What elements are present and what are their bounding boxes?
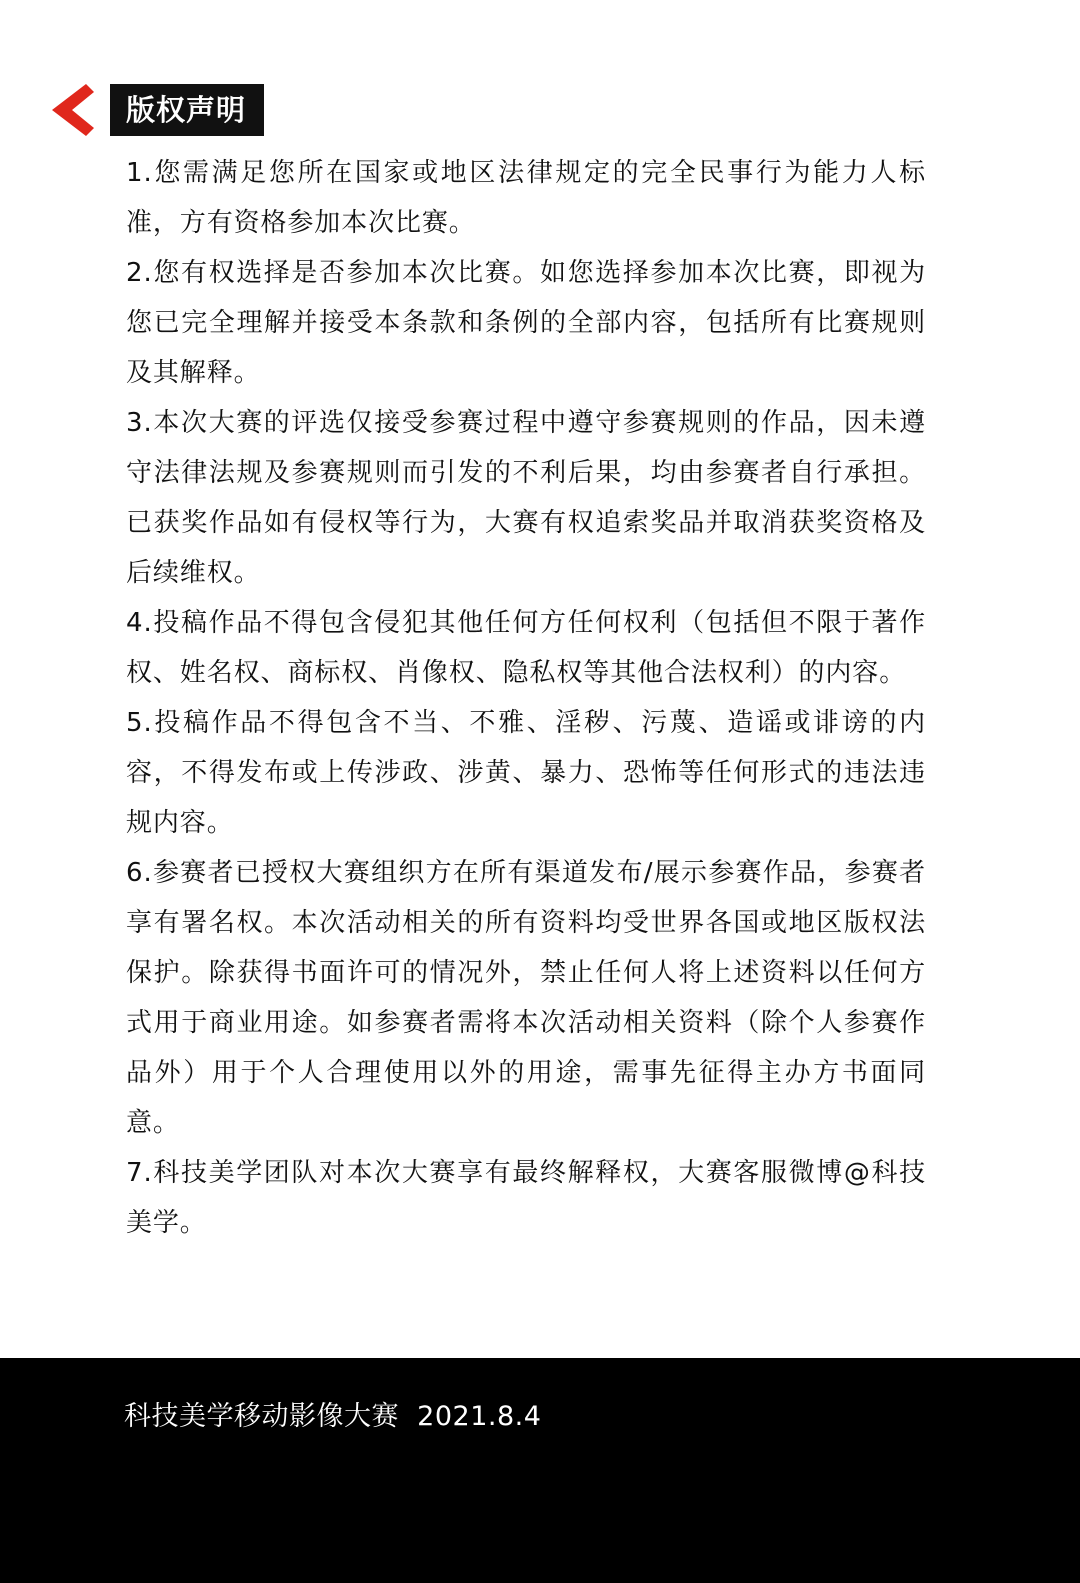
clause-list: [126, 148, 926, 1248]
clause-2: 2.您有权选择是否参加本次比赛。如您选择参加本次比赛，即视为您已完全理解并接受本条款和条例的全部内容，包括所有比赛规则及其解释。: [126, 258, 926, 388]
chevron-left-icon[interactable]: [50, 82, 94, 138]
header: [50, 82, 264, 138]
clause-3: 3.本次大赛的评选仅接受参赛过程中遵守参赛规则的作品，因未遵守法律法规及参赛规则而引发的不利后果，均由参赛者自行承担。已获奖作品如有侵权等行为，大赛有权追索奖品并取消获奖资格及后续维权。: [126, 408, 926, 588]
clause-6: 6.参赛者已授权大赛组织方在所有渠道发布/展示参赛作品，参赛者享有署名权。本次活动相关的所有资料均受世界各国或地区版权法保护。除获得书面许可的情况外，禁止任何人将上述资料以任何方式用于商业用途。如参赛者需将本次活动相关资料（除个人参赛作品外）用于个人合理使用以外的用途，需事先征得主办方书面同意。: [126, 858, 926, 1138]
clause-1: 1.您需满足您所在国家或地区法律规定的完全民事行为能力人标准，方有资格参加本次比赛。: [126, 158, 926, 238]
page-title: 版权声明: [110, 84, 264, 136]
clause-5: 5.投稿作品不得包含不当、不雅、淫秽、污蔑、造谣或诽谤的内容，不得发布或上传涉政、涉黄、暴力、恐怖等任何形式的违法违规内容。: [126, 708, 926, 838]
clause-4: 4.投稿作品不得包含侵犯其他任何方任何权利（包括但不限于著作权、姓名权、商标权、肖像权、隐私权等其他合法权利）的内容。: [126, 608, 926, 688]
clause-7: 7.科技美学团队对本次大赛享有最终解释权，大赛客服微博@科技美学。: [126, 1158, 926, 1238]
footer-text: 科技美学移动影像大赛 2021.8.4: [124, 1401, 542, 1432]
footer: [0, 1358, 1080, 1583]
